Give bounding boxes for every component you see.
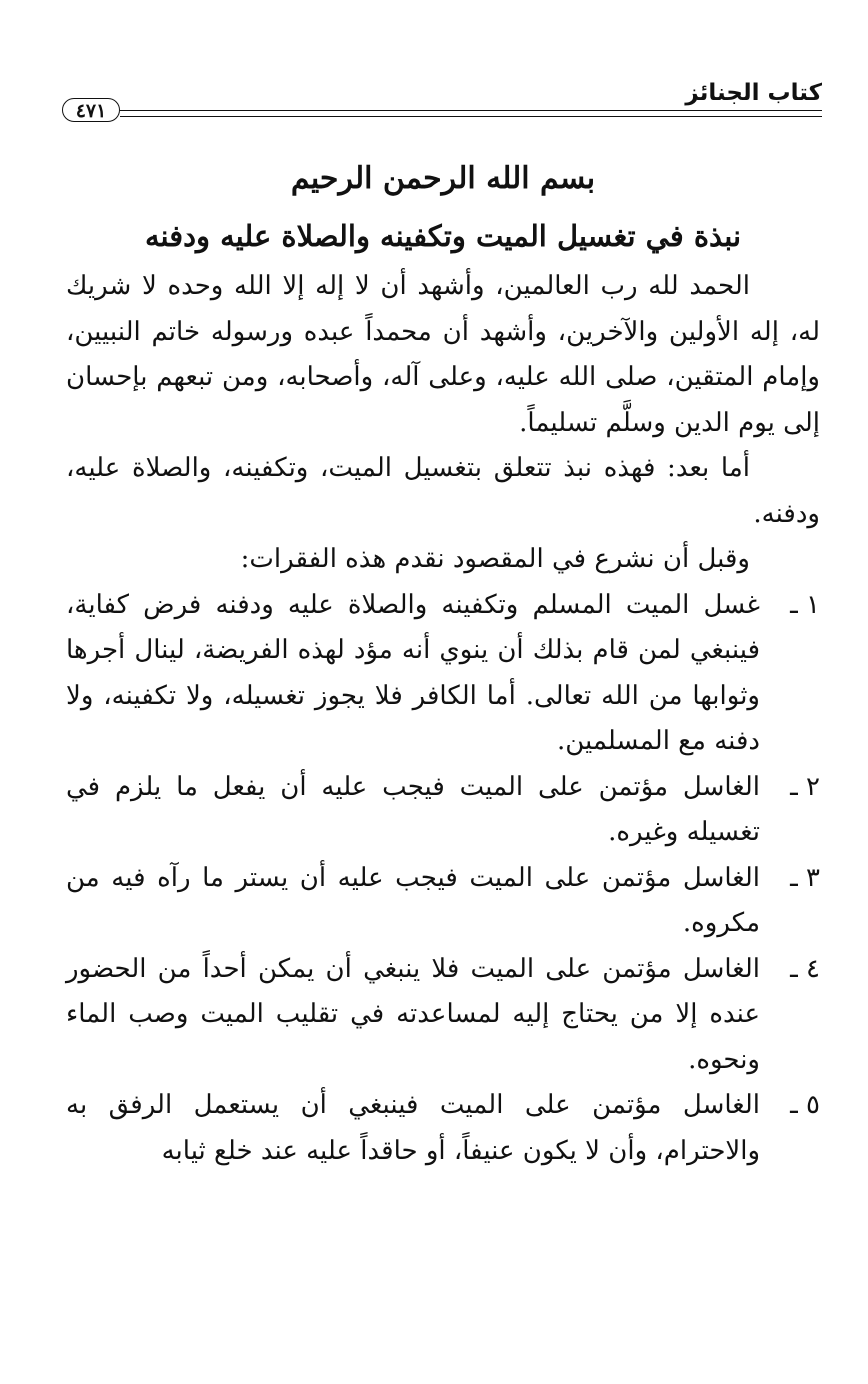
points-list — [66, 583, 820, 1175]
list-item-number: ١ ـ — [790, 589, 820, 620]
list-item-number: ٤ ـ — [790, 953, 820, 984]
list-item-text: الغاسل مؤتمن على الميت فينبغي أن يستعمل الرفق به والاحترام، وأن لا يكون عنيفاً، أو حاقداً عليه عند خلع ثيابه — [66, 1090, 760, 1166]
page-number: ٤٧١ — [62, 98, 120, 122]
list-item — [66, 583, 820, 765]
page-header — [62, 78, 822, 126]
list-item-text: الغاسل مؤتمن على الميت فلا ينبغي أن يمكن أحداً من الحضور عنده إلا من يحتاج إليه لمساعدته في تقليب الميت وصب الماء ونحوه. — [66, 953, 760, 1075]
list-item-text: غسل الميت المسلم وتكفينه والصلاة عليه ودفنه فرض كفاية، فينبغي لمن قام بذلك أن ينوي أنه مؤد لهذه الفريضة، لينال أجرها وثوابها من الله تعالى. أما الكافر فلا يجوز تغسيله، ولا تكفينه، ولا دفنه مع المسلمين. — [66, 589, 760, 756]
header-rule — [120, 110, 822, 117]
page-content — [66, 150, 820, 1174]
preface-paragraph: وقبل أن نشرع في المقصود نقدم هذه الفقرات: — [240, 544, 750, 574]
intro-paragraph: الحمد لله رب العالمين، وأشهد أن لا إله إلا الله وحده لا شريك له، إله الأولين والآخرين، وأشهد أن محمداً عبده ورسوله خاتم النبيين، وإمام المتقين، صلى الله عليه، وعلى آله، وأصحابه، ومن تبعهم بإحسان إلى يوم الدين وسلَّم تسليماً. — [66, 271, 820, 438]
list-item — [66, 765, 820, 856]
ama-bad-paragraph: أما بعد: فهذه نبذ تتعلق بتغسيل الميت، وتكفينه، والصلاة عليه، ودفنه. — [66, 453, 820, 529]
list-item-number: ٥ ـ — [790, 1090, 820, 1120]
list-item — [66, 947, 820, 1084]
list-item-text: الغاسل مؤتمن على الميت فيجب عليه أن يفعل ما يلزم في تغسيله وغيره. — [66, 771, 760, 847]
section-title: نبذة في تغسيل الميت وتكفينه والصلاة عليه ودفنه — [144, 219, 742, 253]
list-item-text: الغاسل مؤتمن على الميت فيجب عليه أن يستر ما رآه فيه من مكروه. — [66, 862, 760, 938]
list-item-number: ٣ ـ — [790, 862, 820, 893]
list-item-number: ٢ ـ — [790, 771, 820, 802]
list-item — [66, 856, 820, 947]
running-title: كتاب الجنائز — [685, 80, 822, 106]
list-item — [66, 1083, 820, 1174]
basmala: بسم الله الرحمن الرحيم — [290, 161, 596, 196]
